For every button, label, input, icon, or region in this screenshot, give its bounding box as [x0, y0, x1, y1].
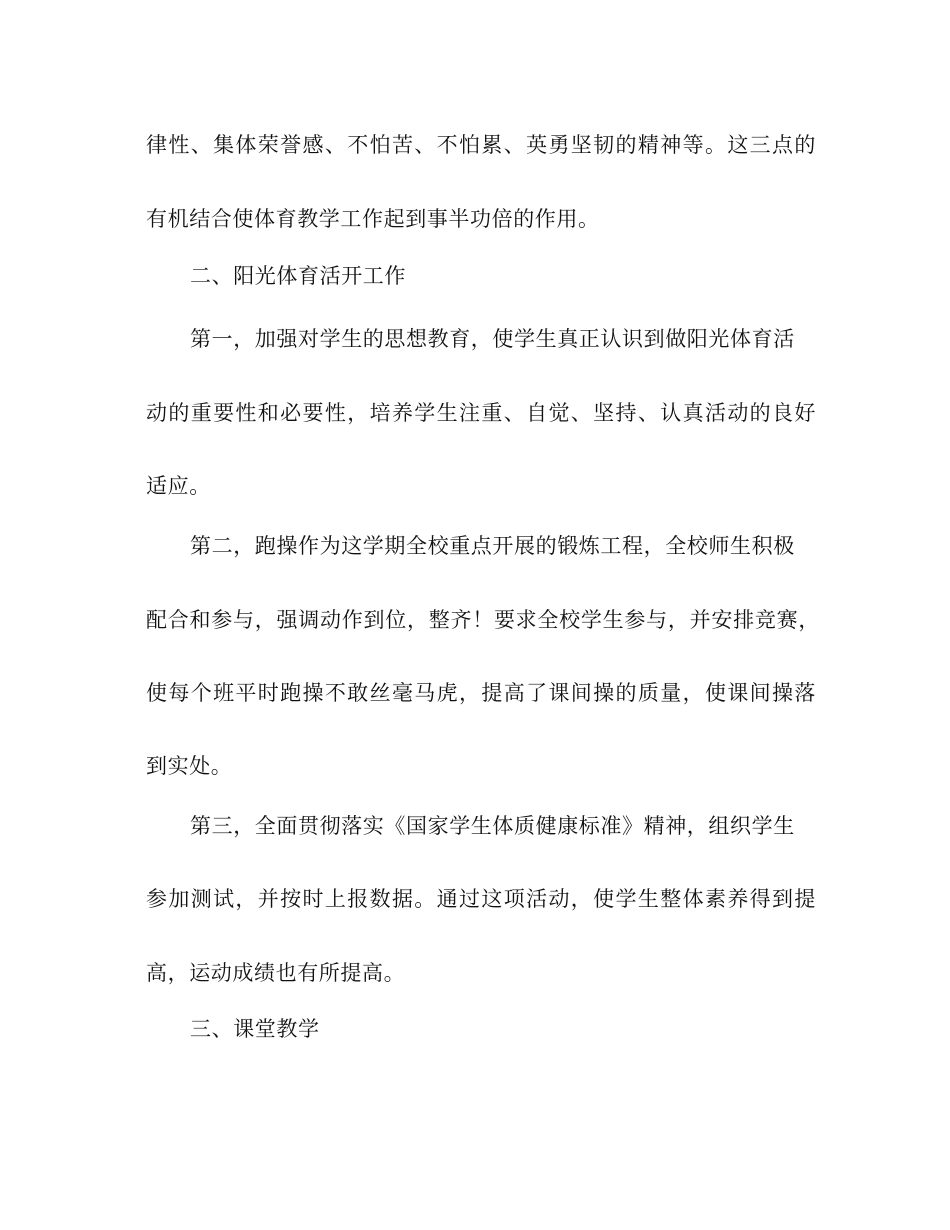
section-heading: 三、课堂教学 [190, 1017, 320, 1041]
paragraph-line: 到实处。 [146, 754, 233, 778]
paragraph-line: 第二，跑操作为这学期全校重点开展的锻炼工程，全校师生积极 [190, 534, 795, 558]
paragraph-line: 动的重要性和必要性，培养学生注重、自觉、坚持、认真活动的良好 [146, 401, 816, 425]
paragraph-line: 适应。 [146, 474, 211, 498]
paragraph-line: 律性、集体荣誉感、不怕苦、不怕累、英勇坚韧的精神等。这三点的 [146, 133, 816, 157]
section-heading: 二、阳光体育活开工作 [190, 264, 406, 288]
paragraph-line: 使每个班平时跑操不敢丝毫马虎，提高了课间操的质量，使课间操落 [146, 681, 816, 705]
paragraph-line: 高，运动成绩也有所提高。 [146, 961, 406, 985]
paragraph-line: 参加测试，并按时上报数据。通过这项活动，使学生整体素养得到提 [146, 887, 816, 911]
paragraph-line: 第三，全面贯彻落实《国家学生体质健康标准》精神，组织学生 [190, 814, 795, 838]
paragraph-line: 配合和参与，强调动作到位，整齐！要求全校学生参与，并安排竞赛， [146, 608, 820, 632]
paragraph-line: 有机结合使体育教学工作起到事半功倍的作用。 [146, 207, 600, 231]
paragraph-line: 第一，加强对学生的思想教育，使学生真正认识到做阳光体育活 [190, 327, 795, 351]
